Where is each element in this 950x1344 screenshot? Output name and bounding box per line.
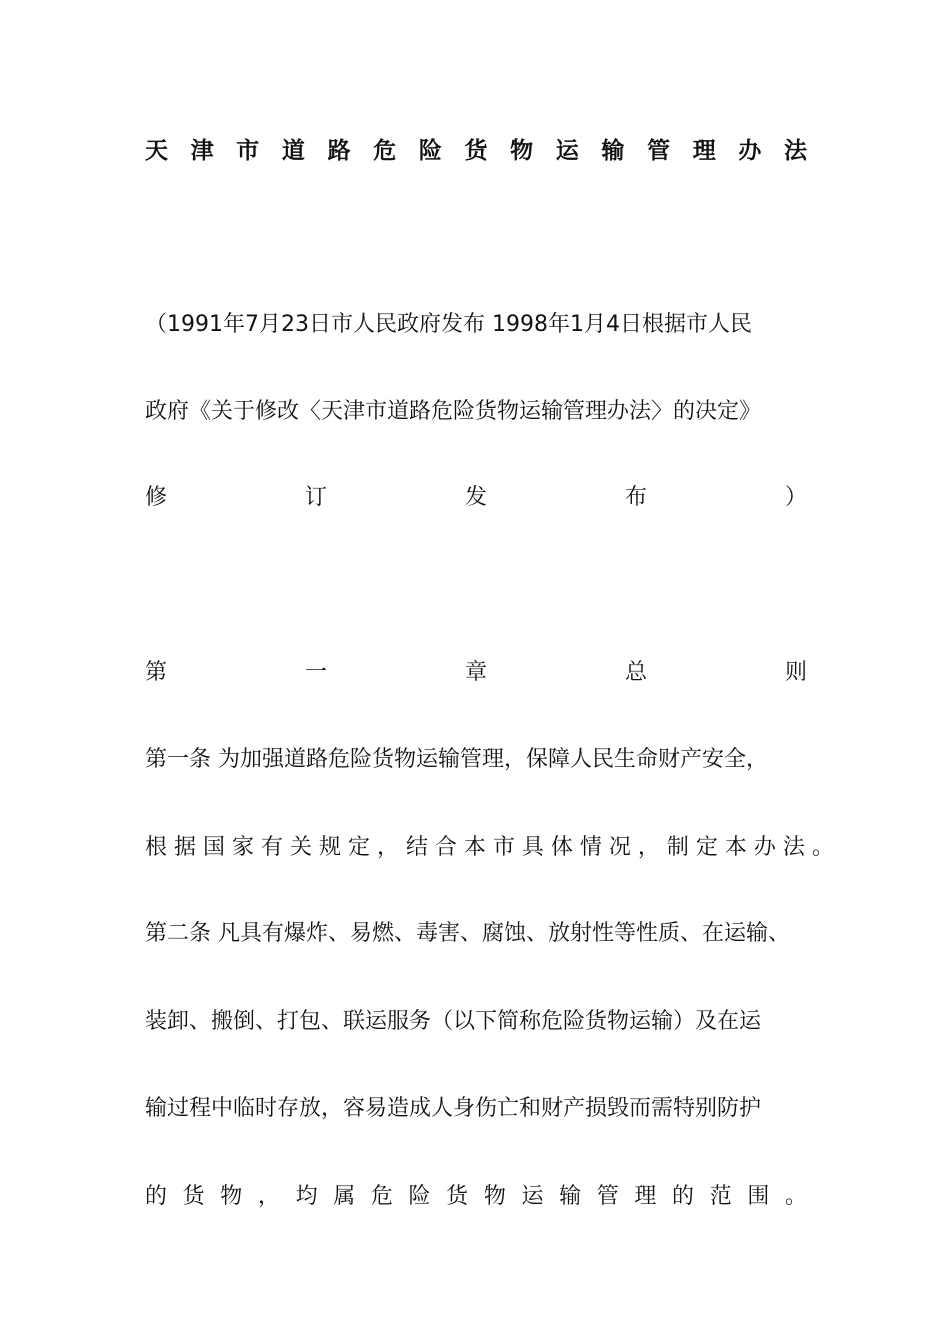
article-2-line-4: 的 货 物 ， 均 属 危 险 货 物 运 输 管 理 的 范 围 。 <box>145 1184 807 1209</box>
article-1-line-2: 根 据 国 家 有 关 规 定 ， 结 合 本 市 具 体 情 况 ， 制 定 本 办 法 。 <box>145 835 834 860</box>
article-2-line-1: 第二条 凡具有爆炸、易燃、毒害、腐蚀、放射性等性质、在运输、 <box>145 921 790 946</box>
chapter-heading: 第 一 章 总 则 <box>145 660 807 685</box>
article-1-line-1: 第一条 为加强道路危险货物运输管理，保障人民生命财产安全， <box>145 747 768 772</box>
preamble-line-2: 政府《关于修改〈天津市道路危险货物运输管理办法〉的决定》 <box>145 399 762 424</box>
article-2-line-2: 装卸、搬倒、打包、联运服务（以下简称危险货物运输）及在运 <box>145 1009 762 1034</box>
article-2-line-3: 输过程中临时存放，容易造成人身伤亡和财产损毁而需特别防护 <box>145 1096 762 1121</box>
preamble-line-1: （1991年7月23日市人民政府发布 1998年1月4日根据市人民 <box>145 312 752 337</box>
document-title: 天 津 市 道 路 危 险 货 物 运 输 管 理 办 法 <box>145 138 807 164</box>
preamble-line-3: 修 订 发 布 ） <box>145 485 807 510</box>
